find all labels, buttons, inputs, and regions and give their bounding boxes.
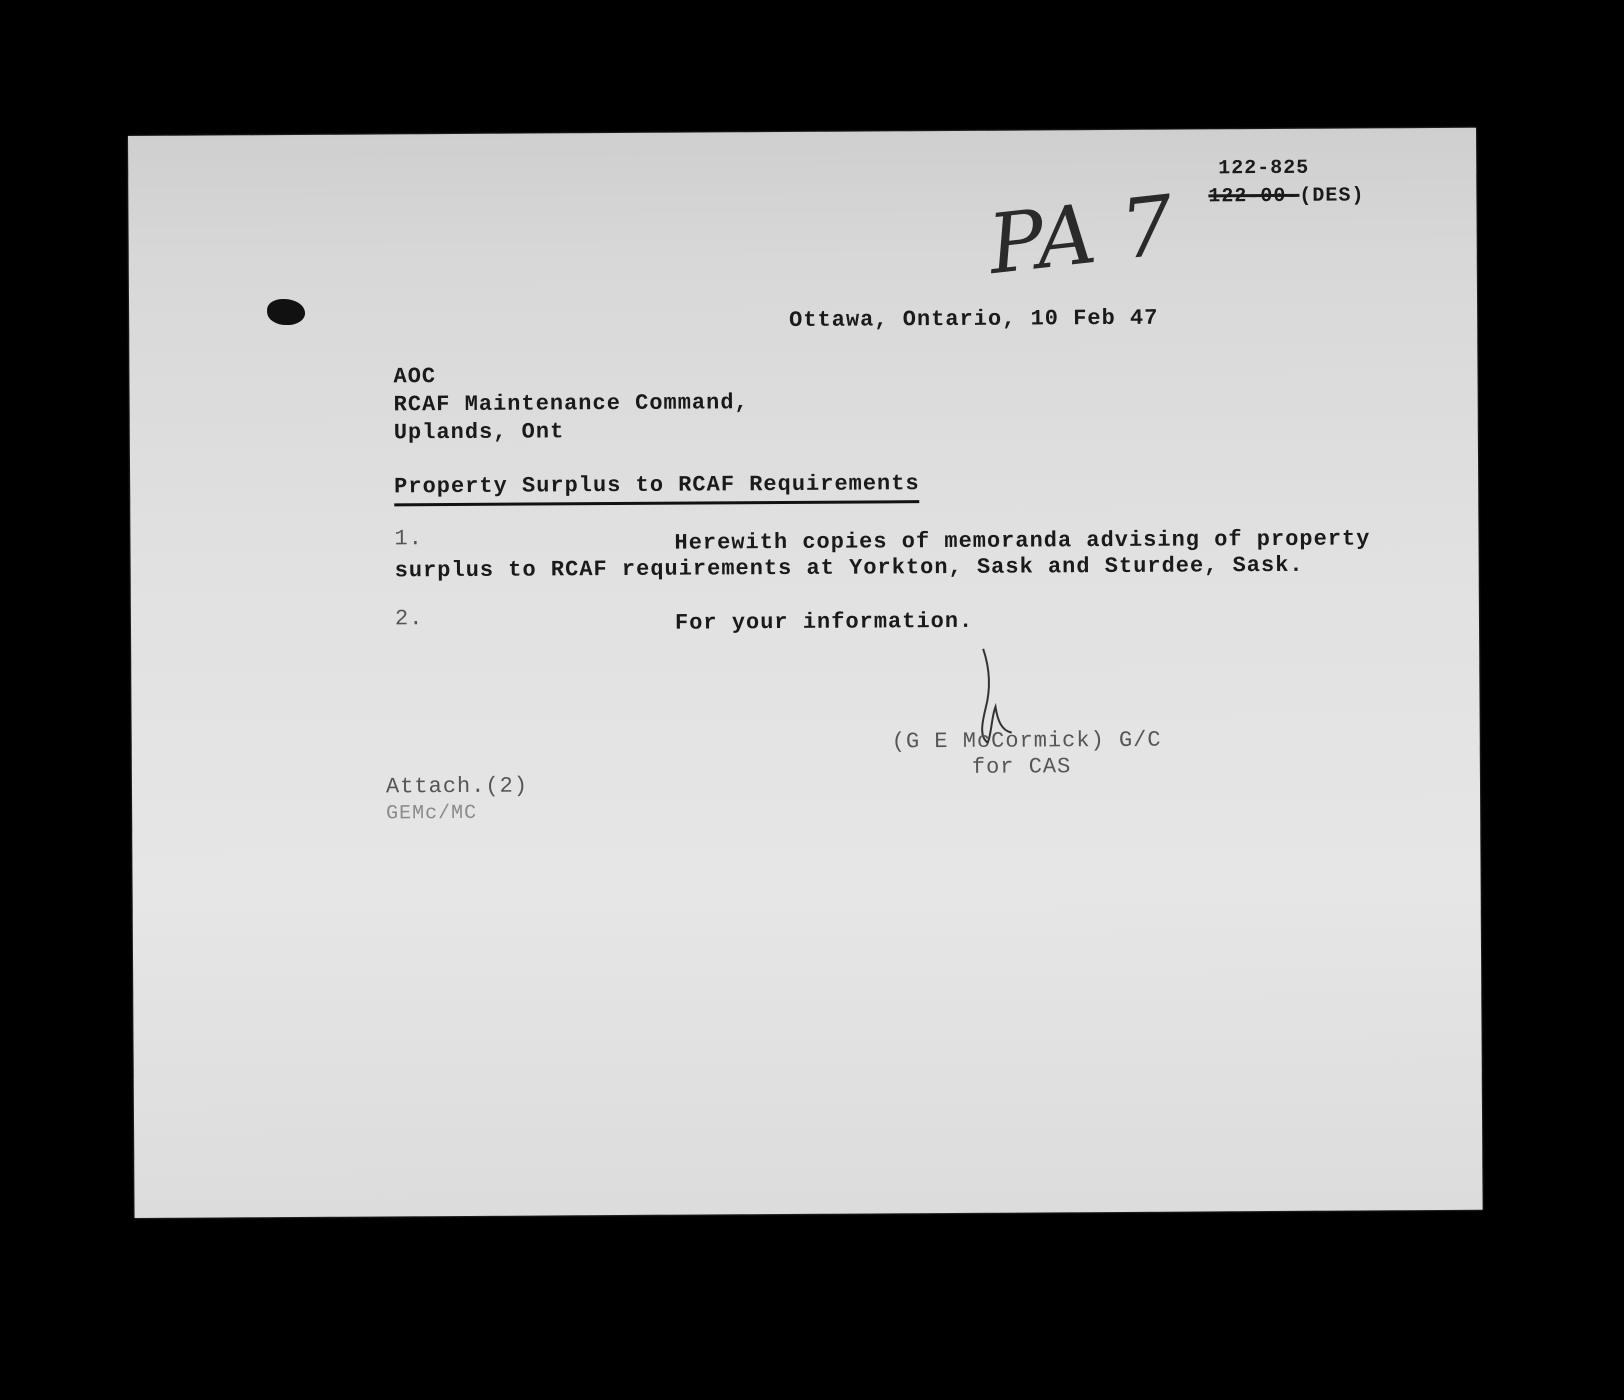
place-date: Ottawa, Ontario, 10 Feb 47 — [789, 305, 1159, 333]
file-reference-1: 122-825 — [1218, 156, 1310, 181]
file-reference-2 — [1208, 184, 1364, 208]
addressee-line-2: RCAF Maintenance Command, — [393, 390, 749, 418]
attachments-count: Attach.(2) — [385, 773, 529, 800]
document-page — [128, 128, 1483, 1218]
ink-smudge — [267, 299, 305, 325]
handwritten-annotation: PA 7 — [983, 178, 1179, 294]
paragraph-1-number: 1. — [394, 526, 423, 552]
file-reference-2-suffix: (DES) — [1299, 184, 1365, 208]
addressee-line-3: Uplands, Ont — [393, 419, 565, 446]
paragraph-2-line-1: For your information. — [674, 608, 974, 636]
subject-heading: Property Surplus to RCAF Requirements — [394, 471, 920, 506]
paragraph-1-line-1: Herewith copies of memoranda advising of property — [674, 526, 1371, 556]
signature-title: for CAS — [971, 754, 1072, 780]
file-reference-2-struck: 122-00- — [1208, 184, 1300, 209]
typist-initials: GEMc/MC — [386, 801, 478, 826]
addressee-line-1: AOC — [393, 364, 437, 390]
signature-name: (G E McCormick) G/C — [891, 727, 1162, 755]
paragraph-2-number: 2. — [394, 606, 424, 632]
paragraph-1-line-2: surplus to RCAF requirements at Yorkton, Sask and Sturdee, Sask. — [394, 552, 1304, 584]
